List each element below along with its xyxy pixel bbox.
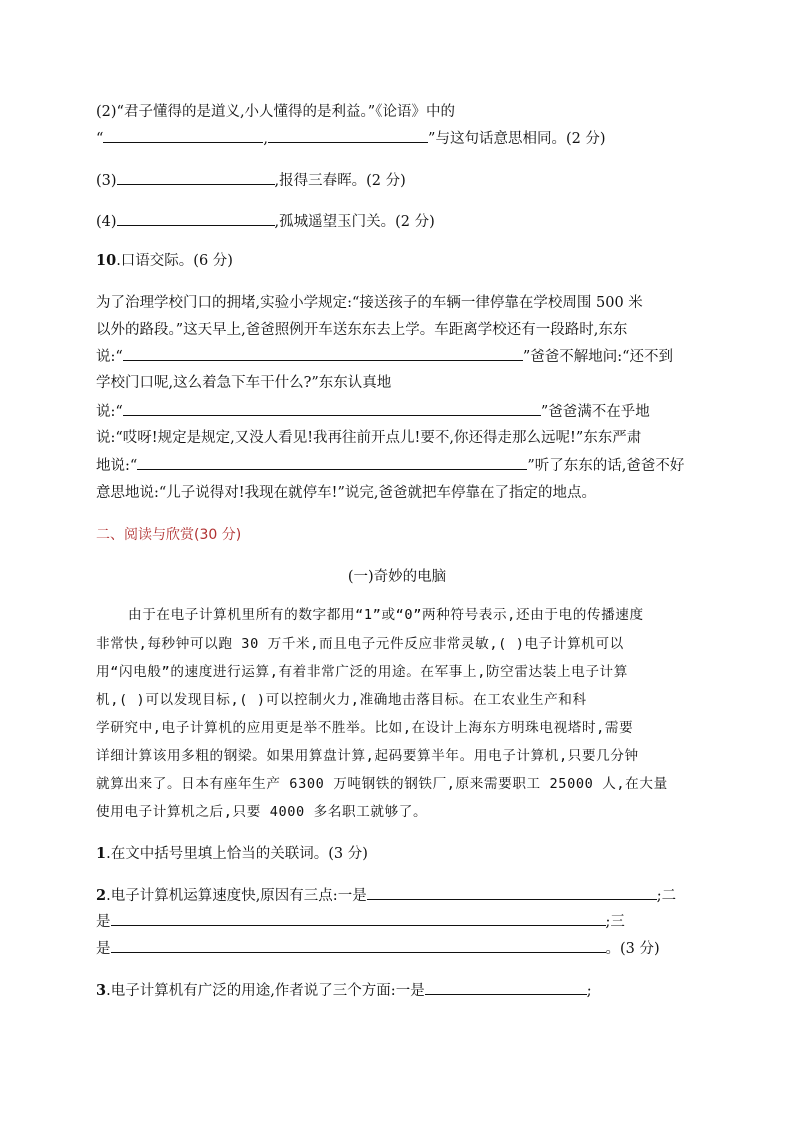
text-segment: 。(3 分) [605, 941, 660, 957]
section-heading: 二、阅读与欣赏(30 分) [96, 527, 242, 543]
passage-line: 由于在电子计算机里所有的数字都用“1”或“0”两种符号表示,还由于电的传播速度 [128, 607, 644, 623]
answer-blank[interactable] [367, 885, 657, 900]
passage-line: 用“闪电般”的速度进行运算,有着非常广泛的用途。在军事上,防空雷达装上电子计算 [96, 664, 628, 680]
answer-blank[interactable] [268, 128, 428, 143]
answer-blank[interactable] [111, 938, 606, 953]
q9-item2-line1: (2)“君子懂得的是道义,小人懂得的是利益。”《论语》中的 [96, 104, 455, 120]
text-segment: ; [586, 983, 592, 999]
text-segment: ;三 [605, 914, 625, 930]
q10-paragraph-line [96, 401, 650, 422]
q10-paragraph-line [96, 346, 673, 367]
text-segment: 说:“ [96, 404, 123, 420]
question-number: 1 [96, 845, 107, 862]
passage-line: 非常快,每秒钟可以跑 30 万千米,而且电子元件反应非常灵敏,( )电子计算机可以 [96, 636, 624, 652]
item-number: (4) [96, 214, 117, 230]
passage-line: 就算出来了。日本有座年生产 6300 万吨钢铁的钢铁厂,原来需要职工 25000 人,在大量 [96, 776, 668, 792]
question-title: .口语交际。(6 分) [116, 253, 233, 269]
text-segment: 说:“ [96, 349, 123, 365]
question-2 [96, 885, 676, 906]
question-number: 2 [96, 887, 107, 904]
q9-item2-line2 [96, 128, 606, 149]
answer-blank[interactable] [123, 401, 541, 416]
passage-line: 使用电子计算机之后,只要 4000 多名职工就够了。 [96, 804, 428, 820]
open-quote: “ [96, 131, 104, 147]
passage-title: (一)奇妙的电脑 [347, 569, 447, 585]
q9-item4-tail: ,孤城遥望玉门关。(2 分) [274, 214, 435, 230]
text-segment: ”爸爸不解地问:“还不到 [522, 349, 674, 365]
answer-blank[interactable] [123, 346, 523, 361]
q10-paragraph-line [96, 455, 684, 476]
question-number: 3 [96, 982, 107, 999]
q10-paragraph-line: 学校门口呢,这么着急下车干什么?”东东认真地 [96, 375, 392, 391]
q10-paragraph-line: 说:“哎呀!规定是规定,又没人看见!我再往前开点儿!要不,你还得走那么远呢!”东东严肃 [96, 430, 642, 446]
question-text: .电子计算机有广泛的用途,作者说了三个方面:一是 [106, 983, 425, 999]
text-segment: 是 [96, 941, 111, 957]
q9-item4 [96, 211, 435, 232]
answer-blank[interactable] [103, 128, 263, 143]
question-3 [96, 980, 592, 1001]
text-segment: 是 [96, 914, 111, 930]
answer-blank[interactable] [111, 911, 606, 926]
answer-blank[interactable] [117, 211, 275, 226]
question-2-line2 [96, 911, 625, 932]
q10-paragraph-line: 为了治理学校门口的拥堵,实验小学规定:“接送孩子的车辆一律停靠在学校周围 500 米 [96, 295, 643, 311]
text-segment: ”听了东东的话,爸爸不好 [527, 458, 685, 474]
comma: , [263, 131, 269, 147]
text-segment: ”爸爸满不在乎地 [540, 404, 650, 420]
question-1 [96, 844, 368, 864]
answer-blank[interactable] [117, 170, 275, 185]
passage-line: 学研究中,电子计算机的应用更是举不胜举。比如,在设计上海东方明珠电视塔时,需要 [96, 720, 634, 736]
question-2-line3 [96, 938, 660, 959]
answer-blank[interactable] [425, 980, 587, 995]
passage-line: 详细计算该用多粗的钢梁。如果用算盘计算,起码要算半年。用电子计算机,只要几分钟 [96, 748, 639, 764]
q10-paragraph-line: 意思地说:“儿子说得对!我现在就停车!”说完,爸爸就把车停靠在了指定的地点。 [96, 485, 596, 501]
text-segment: ;二 [656, 888, 677, 904]
answer-blank[interactable] [137, 455, 527, 470]
text-segment: 地说:“ [96, 458, 138, 474]
q9-item2-tail: ”与这句话意思相同。(2 分) [428, 131, 606, 147]
passage-line: 机,( )可以发现目标,( )可以控制火力,准确地击落目标。在工农业生产和科 [96, 692, 587, 708]
question-text: .电子计算机运算速度快,原因有三点:一是 [106, 888, 367, 904]
question-number: 10 [96, 252, 117, 269]
q10-paragraph-line: 以外的路段。”这天早上,爸爸照例开车送东东去上学。车距离学校还有一段路时,东东 [96, 322, 628, 338]
q10-heading [96, 251, 233, 271]
q9-item3-tail: ,报得三春晖。(2 分) [274, 173, 406, 189]
item-number: (3) [96, 173, 117, 189]
question-text: .在文中括号里填上恰当的关联词。(3 分) [106, 846, 368, 862]
q9-item3 [96, 170, 406, 191]
